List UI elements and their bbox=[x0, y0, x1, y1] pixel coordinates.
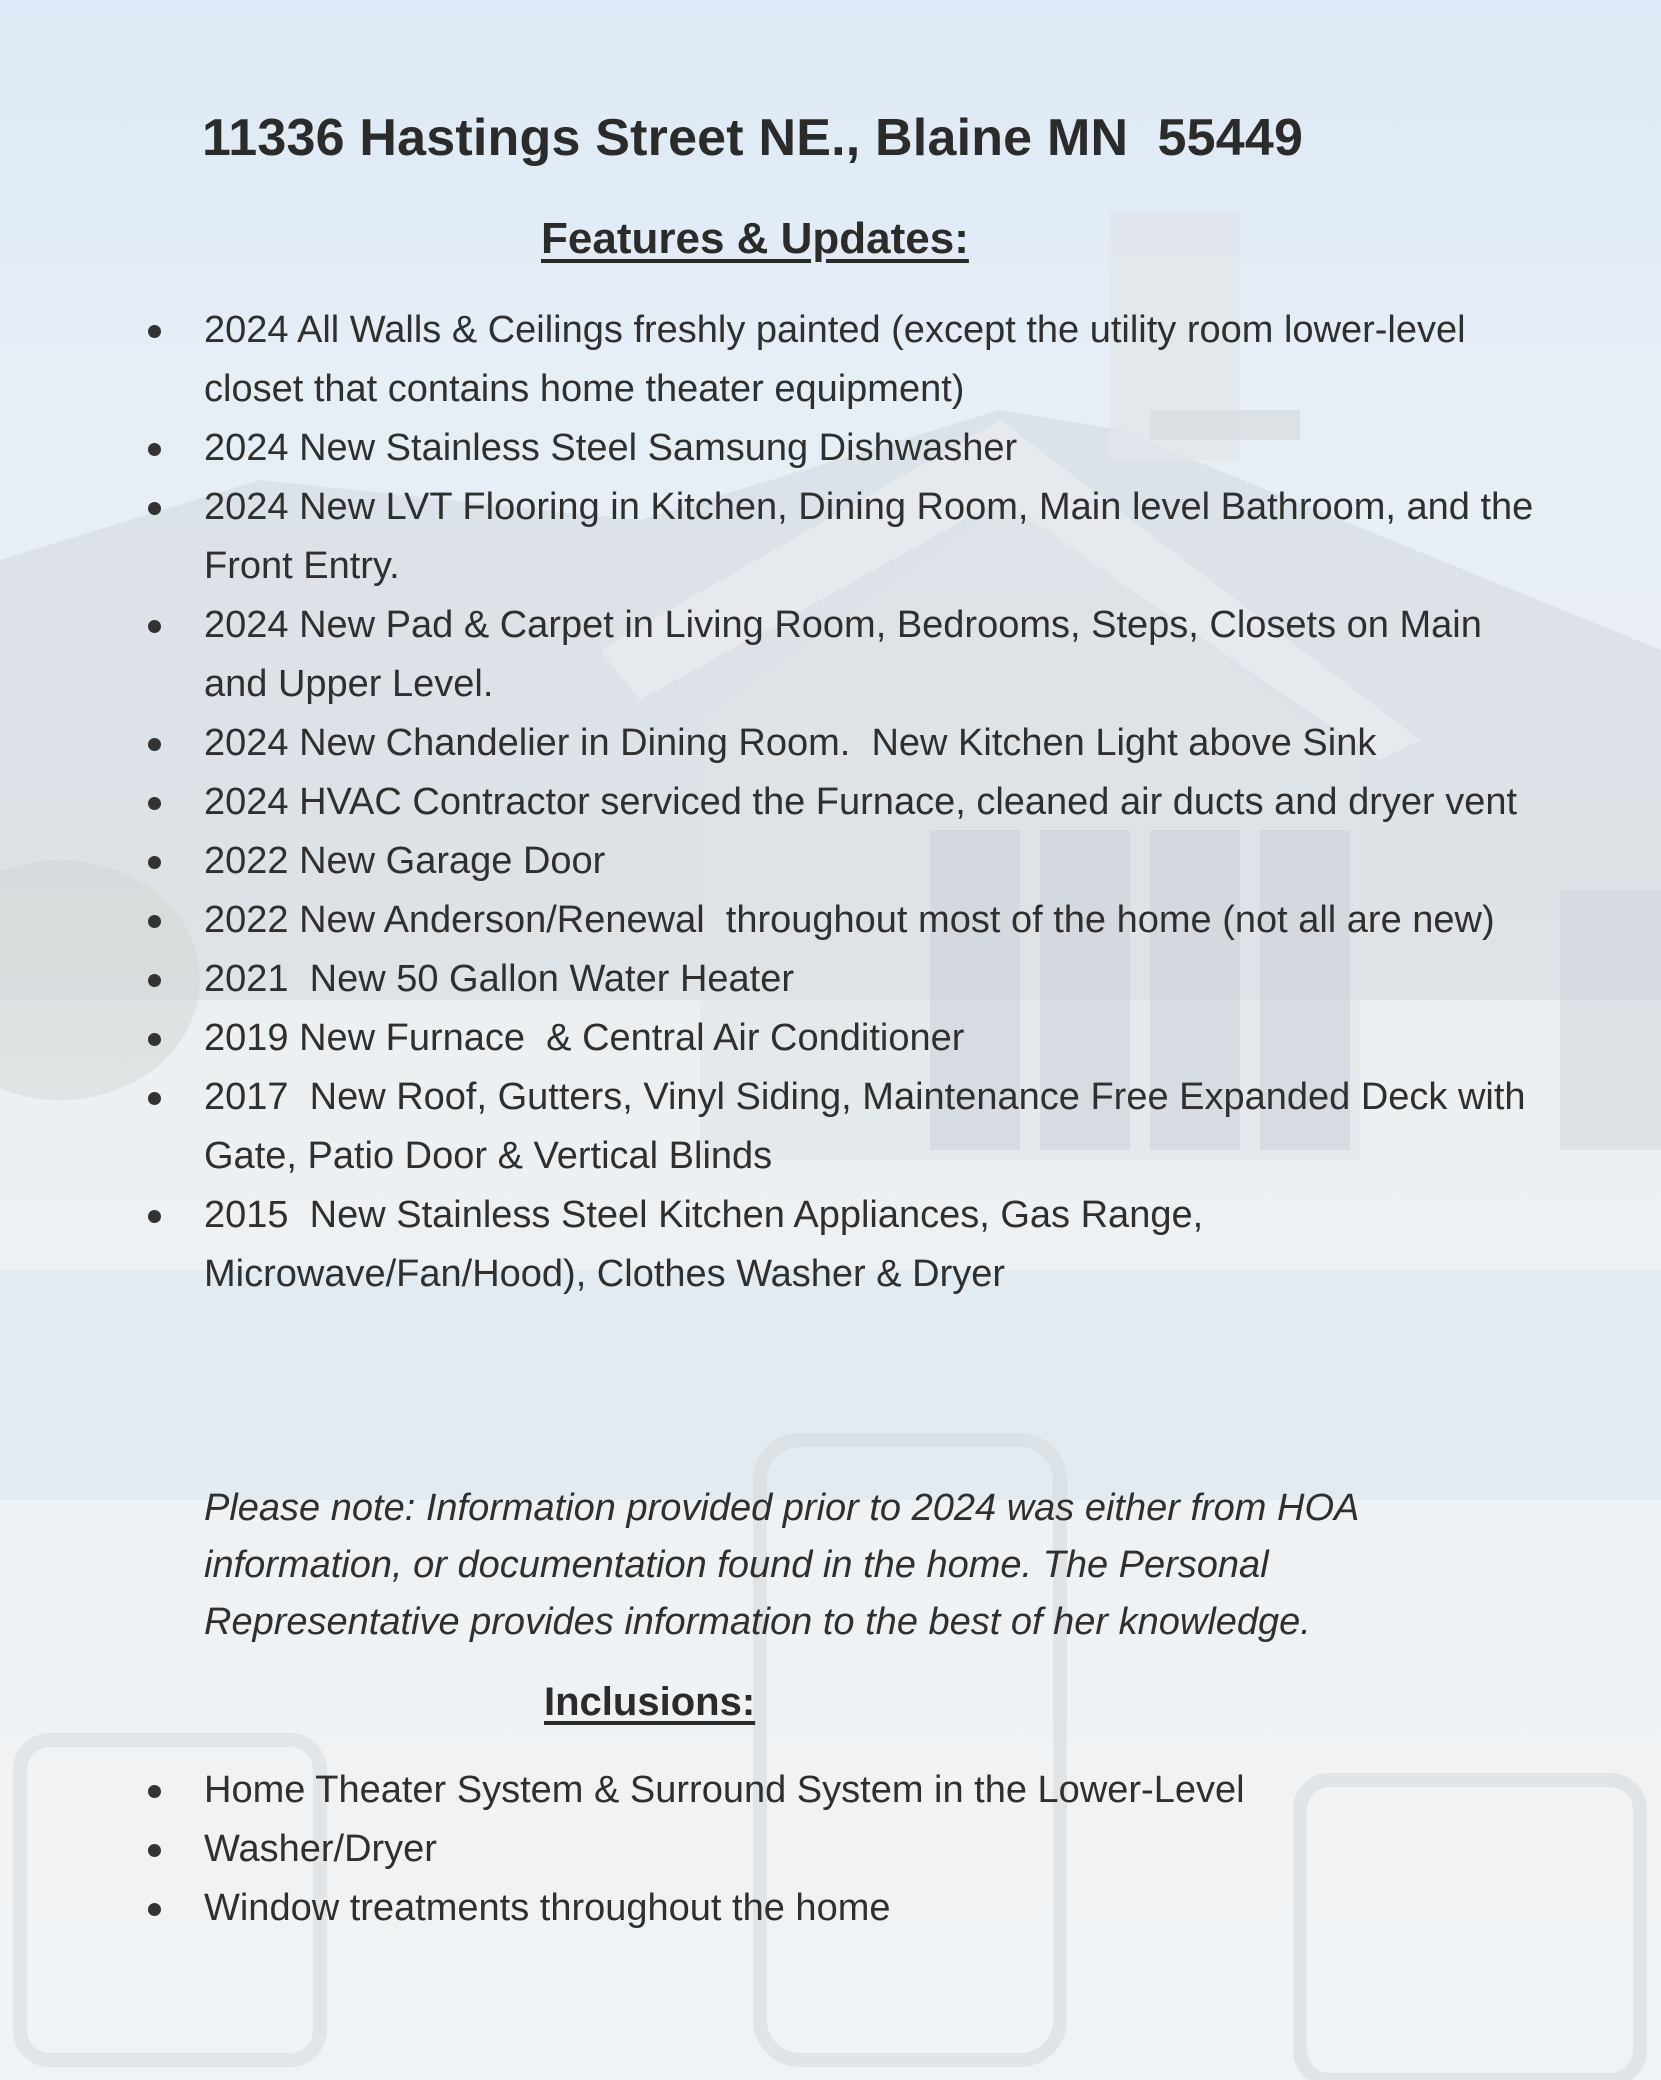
list-item: Window treatments throughout the home bbox=[0, 1879, 1544, 1938]
list-item: 2024 New LVT Flooring in Kitchen, Dining Room, Main level Bathroom, and the Front Entry. bbox=[0, 478, 1544, 596]
list-item: 2024 HVAC Contractor serviced the Furnace, cleaned air ducts and dryer vent bbox=[0, 773, 1544, 832]
bullet-icon bbox=[148, 1092, 161, 1105]
bullet-icon bbox=[148, 1785, 161, 1798]
bullet-icon bbox=[148, 502, 161, 515]
bullet-icon bbox=[148, 974, 161, 987]
list-item: 2024 New Chandelier in Dining Room. New Kitchen Light above Sink bbox=[0, 714, 1544, 773]
bullet-icon bbox=[148, 620, 161, 633]
list-item: 2019 New Furnace & Central Air Conditioner bbox=[0, 1009, 1544, 1068]
inclusions-list bbox=[0, 1761, 1544, 1938]
bullet-icon bbox=[148, 797, 161, 810]
bullet-icon bbox=[148, 1033, 161, 1046]
bullet-icon bbox=[148, 1844, 161, 1857]
disclaimer-note: Please note: Information provided prior to 2024 was either from HOA information, or documentation found in the home. The Personal Representative provides information to the best of her knowledge. bbox=[204, 1487, 1358, 1643]
list-item: 2024 New Stainless Steel Samsung Dishwasher bbox=[0, 419, 1544, 478]
bullet-icon bbox=[148, 915, 161, 928]
list-item: 2017 New Roof, Gutters, Vinyl Siding, Maintenance Free Expanded Deck with Gate, Patio Door & Vertical Blinds bbox=[0, 1068, 1544, 1186]
bullet-icon bbox=[148, 443, 161, 456]
features-list bbox=[0, 301, 1544, 1304]
list-item: Home Theater System & Surround System in the Lower-Level bbox=[0, 1761, 1544, 1820]
list-item: 2022 New Anderson/Renewal throughout most of the home (not all are new) bbox=[0, 891, 1544, 950]
list-item: 2024 New Pad & Carpet in Living Room, Bedrooms, Steps, Closets on Main and Upper Level. bbox=[0, 596, 1544, 714]
bullet-icon bbox=[148, 1903, 161, 1916]
list-item: Washer/Dryer bbox=[0, 1820, 1544, 1879]
bullet-icon bbox=[148, 325, 161, 338]
property-address: 11336 Hastings Street NE., Blaine MN 55449 bbox=[202, 109, 1304, 167]
bullet-icon bbox=[148, 738, 161, 751]
bullet-icon bbox=[148, 856, 161, 869]
list-item: 2021 New 50 Gallon Water Heater bbox=[0, 950, 1544, 1009]
bullet-icon bbox=[148, 1210, 161, 1223]
list-item: 2024 All Walls & Ceilings freshly painted (except the utility room lower-level closet that contains home theater equipment) bbox=[0, 301, 1544, 419]
list-item: 2015 New Stainless Steel Kitchen Appliances, Gas Range, Microwave/Fan/Hood), Clothes Washer & Dryer bbox=[0, 1186, 1544, 1304]
features-heading: Features & Updates: bbox=[541, 214, 969, 263]
inclusions-heading: Inclusions: bbox=[544, 1680, 756, 1724]
list-item: 2022 New Garage Door bbox=[0, 832, 1544, 891]
